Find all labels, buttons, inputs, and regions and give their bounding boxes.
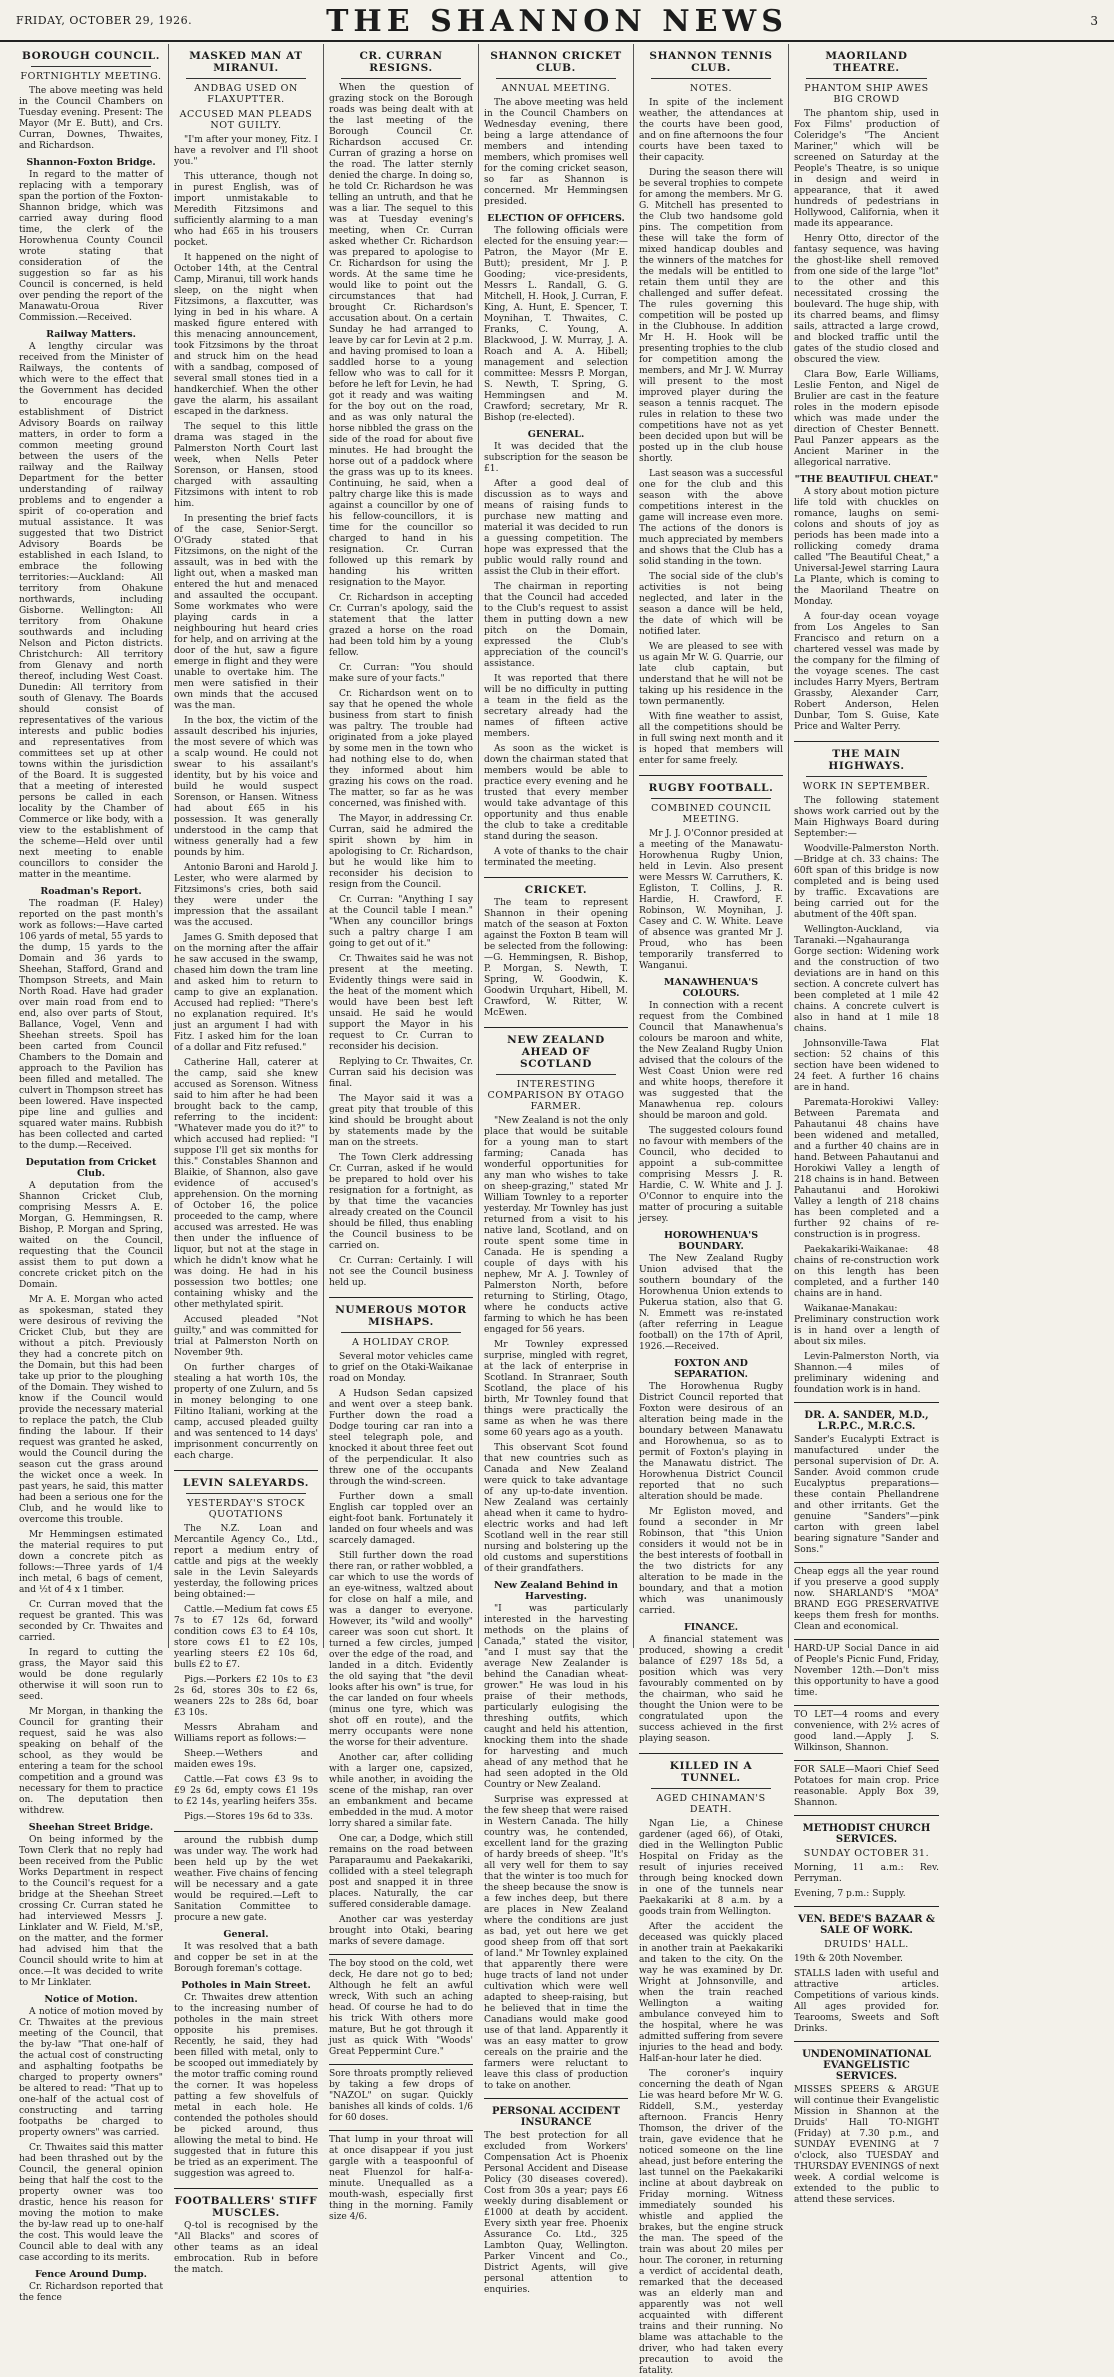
paragraph: Still further down the road there ran, or rather wobbled, a car which to use the words of an eye-witness, waltzed about for close on half a mile, and was a danger to everyone. However, its "wild and woolly" career was soon cut short. It turned a few circles, jumped over the edge of the road, and landed in a ditch. Evidently the old saying that "the devil looks after his own" is true, for the car landed on four wheels (minus one tyre, which was shot off en route), and the merry occupants were none the worse for their adventure.: [329, 1551, 473, 1748]
advert-box: [329, 2130, 473, 2223]
headline: THE MAIN HIGHWAYS.: [828, 748, 905, 772]
paragraph: A lengthy circular was received from the Minister of Railways, the contents of which were to the effect that the Government has decided to encourage the establishment of District Advisory Boards on railway matters, in order to form a common meeting ground between the users of the railway and the Railway Department for the better understanding of railway problems and to engender a spirit of co-operation and mutual assistance. It was suggested that two District Advisory Boards be established in each Island, to embrace the following territories:—Auckland: All territory from Ohakune northwards, including Gisborne. Wellington: All territory from Ohakune southwards and including Nelson and Picton districts. Christchurch: All territory from Glenavy and north thereof, including West Coast. Dunedin: All territory from south of Glenavy. The Boards should consist of representatives of the various interests and public bodies and representatives from committees set up at other towns within the jurisdiction of the Board. It is suggested that a meeting of interested persons be called in each locality by the Chamber of Commerce or like body, with a view to the establishment of the scheme—Held over until next meeting to enable councillors to consider the matter in the meantime.: [19, 342, 163, 880]
section-heading: Sheehan Street Bridge.: [28, 1822, 154, 1833]
subheadline: INTERESTING COMPARISON BY OTAGO FARMER.: [487, 1079, 625, 1112]
paragraph: It was reported that there will be no difficulty in putting a team in the field as the secretary already had the names of fifteen active members.: [484, 674, 628, 739]
paragraph: Cr. Curran: Certainly. I will not see the Council business held up.: [329, 1256, 473, 1288]
paragraph: Pigs.—Stores 19s 6d to 33s.: [184, 1812, 313, 1822]
advert-subheading: DRUIDS' HALL.: [824, 1939, 909, 1950]
subheadline: ANDBAG USED ON FLAXUPTTER.: [194, 83, 298, 105]
paragraph: The sequel to this little drama was staged in the Palmerston North Court last week, when Nells Peter Sorenson, or Hansen, stood charged with assaulting Fitzsimons with intent to rob him.: [174, 422, 318, 509]
advert-text: MISSES SPEERS & ARGUE will continue their Evangelistic Mission in Shannon at the Druids' Hall TO-NIGHT (Friday) at 7.30 p.m., and SUNDAY EVENING at 7 o'clock, also TUESDAY and THURSDAY EVENINGS of next week. A cordial welcome is extended to the public to attend these services.: [794, 2085, 939, 2205]
paragraph: Mr Egliston moved, and found a seconder in Mr Robinson, that "this Union considers it would not be in the best interests of football in the two districts for any alteration to be made in the boundary, and that a motion which was unanimously carried.: [639, 1507, 783, 1616]
subheadline: PHANTOM SHIP AWES BIG CROWD: [804, 83, 929, 105]
rule: [341, 78, 461, 79]
paragraph: The coroner's inquiry concerning the death of Ngan Lie was heard before Mr W. G. Riddell, S.M., yesterday afternoon. Francis Henry Thomson, the driver of the train, gave evidence that he noticed someone on the line ahead, just before entering the last tunnel on the Paekakariki incline at about daybreak on Friday morning. Witness immediately sounded his whistle and applied the brakes, but the engine struck the man. The speed of the train was about 20 miles per hour. The coroner, in returning a verdict of accidental death, remarked that the deceased was an elderly man and apparently was not well acquainted with different trains and their running. No blame was attachable to the driver, who had taken every precaution to avoid the fatality.: [639, 2069, 783, 2376]
advert-headline: UNDENOMINATIONAL EVANGELISTIC SERVICES.: [802, 2049, 931, 2082]
advert-text: TO LET—4 rooms and every convenience, with 2½ acres of good land.—Apply J. S. Wilkinson, Shannon.: [794, 1710, 939, 1753]
paragraph: The roadman (F. Haley) reported on the past month's work as follows:—Have carted 106 yards of metal, 55 yards to the dump, 15 yards to the Domain and 36 yards to Sheehan, Stafford, Grand and Thompson Streets, and Main North Road. Have had grader over main road from end to end, also over parts of Stout, Ballance, Vogel, Venn and Sheehan streets. Spoil has been carted from Council Chambers to the Domain and approach to the Pavilion has been filled and metalled. The culvert in Thompson street has been lowered. Have inspected pipe line and gullies and squared water mains. Rubbish has been collected and carted to the dump.—Received.: [19, 899, 163, 1151]
advert-box: [794, 2041, 939, 2206]
paragraph: A notice of motion moved by Cr. Thwaites at the previous meeting of the Council, that the by-law "That one-half of the actual cost of constructing and asphalting footpaths be charged to property owners" be altered to read: "That up to one-half of the actual cost of constructing and tarring footpaths be charged to property owners" was carried.: [19, 2007, 163, 2138]
divider: [484, 1027, 628, 1028]
rule: [806, 776, 927, 777]
headline: KILLED IN A TUNNEL.: [669, 1760, 753, 1784]
advert-box: [794, 1705, 939, 1754]
paragraph: In connection with a recent request from the Combined Council that Manawhenua's colours be maroon and white, the New Zealand Rugby Union advised that the colours of the West Coast Union were red and white hoops, therefore it was suggested that the Manawhenua rep. colours should be maroon and gold.: [639, 1001, 783, 1121]
paragraph: "I'm after your money, Fitz. I have a revolver and I'll shoot you.": [174, 135, 318, 167]
subheadline: YESTERDAY'S STOCK QUOTATIONS: [187, 1498, 305, 1520]
paragraph: Pigs.—Porkers £2 10s to £3 2s 6d, stores 30s to £2 6s, weaners 22s to 28s 6d, boar £3 10s.: [174, 1675, 318, 1718]
paragraph: The Mayor said it was a great pity that trouble of this kind should be brought about by statements made by the man on the streets.: [329, 1094, 473, 1148]
paragraph: Henry Otto, director of the fantasy sequence, was having the ghost-like shell removed from one side of the large "lot" to the other and this necessitated crossing the boulevard. The huge ship, with its charred beams, and flimsy sails, attracted a large crowd, and blocked traffic until the gates of the studio closed and obscured the view.: [794, 234, 939, 365]
paragraph: Cattle.—Medium fat cows £5 7s to £7 12s 6d, forward condition cows £3 to £4 10s, store cows £1 to £2 10s, yearling steers £2 10s 6d, bulls £2 to £7.: [174, 1605, 318, 1670]
section-heading: MANAWHENUA'S COLOURS.: [663, 977, 759, 999]
divider: [794, 741, 939, 742]
section-heading: FINANCE.: [683, 1622, 739, 1633]
headline: NUMEROUS MOTOR MISHAPS.: [335, 1304, 467, 1328]
paragraph: After the accident the deceased was quickly placed in another train at Paekakariki and taken to the city. On the way he was examined by Dr. Wright at Johnsonville, and when the train reached Wellington a waiting ambulance conveyed him to the hospital, where he was admitted suffering from severe injuries to the head and body. Half-an-hour later he died.: [639, 1922, 783, 2064]
divider: [639, 775, 783, 776]
subheadline: ACCUSED MAN PLEADS NOT GUILTY.: [179, 109, 313, 131]
paragraph: The N.Z. Loan and Mercantile Agency Co., Ltd., report a medium entry of cattle and pigs at the weekly sale in the Levin Saleyards yesterday, the following prices being obtained:—: [174, 1524, 318, 1600]
column-2: [169, 44, 324, 2275]
paragraph: The Town Clerk addressing Cr. Curran, asked if he would be prepared to hold over his resignation for a fortnight, as by that time the vacancies already created on the Council should be filled, thus enabling the Council business to be carried on.: [329, 1153, 473, 1251]
paragraph: A story about motion picture life told with chuckles on romance, laughs on semi-colons and shouts of joy as periods has been made into a rollicking comedy drama called "The Beautiful Cheat," a Universal-Jewel starring Laura La Plante, which is coming to the Maoriland Theatre on Monday.: [794, 487, 939, 607]
paragraph: In spite of the inclement weather, the attendances at the courts have been good, and on fine afternoons the four courts have been taxed to their capacity.: [639, 98, 783, 163]
advert-text: Sander's Eucalypti Extract is manufactured under the personal supervision of Dr. A. Sander. Avoid common crude Eucalyptus preparations—these contain Phellandrene and other irritants. Get the genuine "Sanders"—pink carton with green label bearing signature "Sander and Sons.": [794, 1435, 939, 1555]
headline: SHANNON CRICKET CLUB.: [490, 50, 622, 74]
paragraph: Clara Bow, Earle Williams, Leslie Fenton, and Nigel de Brulier are cast in the feature roles in the modern episode which was made under the direction of Chester Bennett. Paul Panzer appears as the Ancient Mariner in the allegorical narrative.: [794, 370, 939, 468]
paragraph: Paremata-Horokiwi Valley: Between Paremata and Pahautanui 48 chains have been widened and metalled, and a further 40 chains are in hand. Between Pahautanui and Horokiwi Valley a length of 218 chains is in hand. Between Pahautanui and Horokiwi Valley a length of 218 chains has been completed and a further 92 chains of re-construction is in progress.: [794, 1098, 939, 1240]
paragraph: In regard to cutting the grass, the Mayor said this would be done regularly otherwise it will soon run to seed.: [19, 1648, 163, 1702]
section-heading: Roadman's Report.: [40, 886, 142, 897]
section-heading: ELECTION OF OFFICERS.: [487, 213, 625, 224]
paragraph: Cr. Thwaites said he was not present at the meeting. Evidently things were said in the heat of the moment which would have been best left unsaid. He said he would support the Mayor in his request to Cr. Curran to reconsider his decision.: [329, 954, 473, 1052]
paragraph: Cr. Curran: "You should make sure of your facts.": [329, 663, 473, 684]
advert-box: [794, 1906, 939, 2035]
paragraph: On further charges of stealing a hat worth 10s, the property of one Zulurn, and 5s in money belonging to one Filtino Italiani, working at the camp, accused pleaded guilty and was sentenced to 14 days' imprisonment concurrently on each charge.: [174, 1363, 318, 1461]
advert-box: [794, 1760, 939, 1809]
paragraph: We are pleased to see with us again Mr W. G. Quarrie, our late club captain, but understand that he will not be taking up his residence in the town permanently.: [639, 642, 783, 707]
section-heading: FOXTON AND SEPARATION.: [674, 1358, 748, 1380]
paragraph: Another car was yesterday brought into Otaki, bearing marks of severe damage.: [329, 1915, 473, 1947]
paragraph: During the season there will be several trophies to compete for among the members. Mr G. G. Mitchell has presented to the Club two handsome gold pins. The competition from these will take the form of mixed handicap doubles and the winners of the matches for the medals will be entitled to retain them until they are challenged and suffer defeat. The rules governing this competition will be posted up in the Clubhouse. In addition Mr H. H. Hook will be presenting trophies to the club for competition among the members, and Mr J. W. Murray will present to the most improved player during the season a tennis racquet. The rules in relation to these two competitions have not as yet been decided upon but will be posted up in the club house shortly.: [639, 168, 783, 464]
divider: [329, 1297, 473, 1298]
paragraph: Wellington-Auckland, via Taranaki.—Ngahauranga Gorge section: Widening work and the construction of two deviations are in hand on this section. A concrete culvert has been completed at 1 mile 42 chains. A concrete culvert is also in hand at 1 mile 18 chains.: [794, 925, 939, 1034]
paragraph: Replying to Cr. Thwaites, Cr. Curran said his decision was final.: [329, 1057, 473, 1089]
advert-text: Morning, 11 a.m.: Rev. Perryman.: [794, 1863, 939, 1884]
paragraph: A four-day ocean voyage from Los Angeles to San Francisco and return on a chartered vessel was made by the company for the filming of the voyage scenes. The cast includes Harry Myers, Bertram Grassby, Alexander Carr, Robert Anderson, Helen Dunbar, Tom S. Guise, Kate Price and Walter Perry.: [794, 612, 939, 732]
column-5: [634, 44, 789, 2376]
subheadline: NOTES.: [689, 83, 733, 94]
paragraph: Mr J. J. O'Connor presided at a meeting of the Manawatu-Horowhenua Rugby Union, held in Levin. Also present were Messrs W. Carruthers, K. Egliston, T. Collins, J. R. Hardie, H. Crawford, F. Robinson, W. Moynihan, J. Casey and C. W. White. Leave of absence was granted Mr J. Proud, who has been temporarily transferred to Wanganui.: [639, 829, 783, 971]
section-heading: GENERAL.: [527, 429, 585, 440]
section-heading: "THE BEAUTIFUL CHEAT.": [794, 474, 939, 485]
paragraph: "New Zealand is not the only place that would be suitable for a young man to start farming; Canada has wonderful opportunities for any man who wishes to take on sheep-grazing," stated Mr William Townley to a reporter yesterday. Mr Townley has just returned from a visit to his native land, Scotland, and on route spent some time in Canada. He is spending a couple of days with his nephew, Mr A. J. Townley of Palmerston North, before returning to Stirling, Otago, where he conducts active farming to which he has been engaged for 56 years.: [484, 1116, 628, 1335]
paragraph: Cr. Curran: "Anything I say at the Council table I mean." "When any councillor brings such a paltry charge I am going to get out of it.": [329, 895, 473, 949]
paragraph: The Horowhenua Rugby District Council reported that Foxton were desirous of an alteration being made in the boundary between Manawatu and Horowhenua, so as to permit of Foxton's playing in the Manawatu district. The Horowhenua District Council reported that no such alteration should be made.: [639, 1382, 783, 1502]
paragraph: Ngan Lie, a Chinese gardener (aged 66), of Otaki, died in the Wellington Public Hospital on Friday as the result of injuries received through being knocked down in one of the tunnels near Paekakariki at 8 a.m. by a goods train from Wellington.: [639, 1819, 783, 1917]
paragraph: "I was particularly interested in the harvesting methods on the plains of Canada," stated the visitor, "and I must say that the average New Zealander is behind the Canadian wheat-grower." He was loud in his praise of their methods, particularly eulogising the threshing outfits, which caught and held his attention, knocking them into the shade for harvesting and much ahead of any method that he had seen adopted in the Old Country or New Zealand.: [484, 1604, 628, 1790]
advert-text: 19th & 20th November.: [794, 1954, 903, 1964]
section-heading: Railway Matters.: [46, 329, 136, 340]
headline: RUGBY FOOTBALL.: [648, 782, 774, 794]
paragraph: With fine weather to assist, all the competitions should be in full swing next month and it is hoped that members will enter for same freely.: [639, 712, 783, 766]
paragraph: Sheep.—Wethers and maiden ewes 19s.: [174, 1749, 318, 1770]
paragraph: The team to represent Shannon in their opening match of the season at Foxton against the Foxton B team will be selected from the following:—G. Hemmingsen, R. Bishop, P. Morgan, S. Newth, T. Spring, W. Goodwin, K. Goodwin Urquhart, Hibell, M. Crawford, W. Ritter, W. McEwen.: [484, 898, 628, 1018]
paragraph: In regard to the matter of replacing with a temporary span the portion of the Foxton-Shannon bridge, which was carried away during flood time, the clerk of the Horowhenua County Council wrote stating that consideration of the suggestion so far as his Council is concerned, is held over pending the report of the Manawatu-Oroua River Commission.—Received.: [19, 170, 163, 323]
paragraph: Woodville-Palmerston North.—Bridge at ch. 33 chains: The 60ft span of this bridge is now completed and is being used by traffic. Excavations are being carried out for the abutment of the 40ft span.: [794, 844, 939, 920]
headline: LEVIN SALEYARDS.: [182, 1477, 310, 1489]
paragraph: Cr. Richardson in accepting Cr. Curran's apology, said the statement that the latter grazed a horse on the road had been told him by a young fellow.: [329, 593, 473, 658]
rule: [496, 78, 616, 79]
subheadline: ANNUAL MEETING.: [501, 83, 611, 94]
paragraph: The above meeting was held in the Council Chambers on Tuesday evening. Present: The Mayor (Mr E. Butt), and Crs. Curran, Downes, Thwaites, and Richardson.: [19, 86, 163, 151]
advert-headline: PERSONAL ACCIDENT INSURANCE: [491, 2106, 621, 2128]
advert-box: [794, 1562, 939, 1633]
paragraph: The suggested colours found no favour with members of the Council, who decided to appoint a sub-committee comprising Messrs J. R. Hardie, C. W. White and J. J. O'Connor to enquire into the matter of procuring a suitable jersey.: [639, 1126, 783, 1224]
paragraph: Catherine Hall, caterer at the camp, said she knew accused as Sorenson. Witness said to him after he had been brought back to the camp, referring to the incident: "Whatever made you do it?" to which accused had replied: "I suppose I'll get six months for this." Constables Shannon and Blaikie, of Shannon, also gave evidence of accused's apprehension. On the morning of October 16, the police proceeded to the camp, where accused was arrested. He was then under the influence of liquor, but not at the stage in which he didn't know what he was doing. He had in his possession two bottles; one containing whisky and the other methylated spirit.: [174, 1058, 318, 1310]
advert-box: [794, 1402, 939, 1556]
paragraph: Cr. Thwaites drew attention to the increasing number of potholes in the main street opposite his premises. Recently, he said, they had been filled with metal, only to be scooped out immediately by the motor traffic coming round the corner. It was hopeless patting a few shovelfuls of metal in each hole. He contended the potholes should be picked around, thus allowing the metal to bind. He suggested that in future this be tried as an experiment. The suggestion was agreed to.: [174, 1993, 318, 2179]
advert-text: HARD-UP Social Dance in aid of People's Picnic Fund, Friday, November 12th.—Don't miss this opportunity to have a good time.: [794, 1644, 939, 1698]
headline: CR. CURRAN RESIGNS.: [359, 50, 443, 74]
advert-text: Q-tol is recognised by the "All Blacks" and scores of other teams as an ideal embrocation. Rub in before the match.: [174, 2221, 318, 2275]
rule: [651, 78, 771, 79]
paragraph: Antonio Baroni and Harold J. Lester, who were alarmed by Fitzsimons's cries, both said they were under the impression that the assailant was the accused.: [174, 863, 318, 928]
advert-text: Sore throats promptly relieved by taking a few drops of "NAZOL" on sugar. Quickly banishes all kinds of colds. 1/6 for 60 doses.: [329, 2069, 473, 2123]
paragraph: It happened on the night of October 14th, at the Central Camp, Miranui, till work hands sleep, on the night when Fitzsimons, a flaxcutter, was lying in bed in his whare. A masked figure entered with this menacing announcement, took Fitzsimons by the throat and struck him on the head with a sandbag, composed of several small stones tied in a handkerchief. When the other gave the alarm, his assailant escaped in the darkness.: [174, 253, 318, 417]
advert-text: Evening, 7 p.m.: Supply.: [794, 1889, 906, 1899]
advert-text: FOR SALE—Maori Chief Seed Potatoes for main crop. Price reasonable. Apply Box 39, Shannon.: [794, 1765, 939, 1808]
advert-headline: VEN. BEDE'S BAZAAR & SALE OF WORK.: [798, 1914, 935, 1936]
paragraph: The phantom ship, used in Fox Films' production of Coleridge's "The Ancient Mariner," which will be screened on Saturday at the People's Theatre, is so unique in design and weird in appearance, that it awed hundreds of pedestrians in Hollywood, California, when it made its appearance.: [794, 109, 939, 229]
masthead: [0, 0, 1114, 42]
paragraph: James G. Smith deposed that on the morning after the affair he saw accused in the swamp, chased him down the tram line and asked him to return to camp to give an explanation. Accused had replied: "There's no explanation required. It's just an argument I had with Fitz. I asked him for the loan of a dollar and Fitz refused.": [174, 933, 318, 1053]
section-heading: General.: [223, 1929, 269, 1940]
section-heading: Shannon-Foxton Bridge.: [26, 157, 156, 168]
paragraph: The above meeting was held in the Council Chambers on Wednesday evening, there being a large attendance of members and intending members, which promises well for the coming cricket season, so far as Shannon is concerned. Mr Hemmingsen presided.: [484, 98, 628, 207]
paragraph: Surprise was expressed at the few sheep that were raised in Western Canada. The hilly country was, he contended, excellent land for the grazing of hardy breeds of sheep. "It's all very well for them to say that the winter is too much for the sheep because the snow is a few inches deep, but there are places in New Zealand where the conditions are just as bad, yet out here we get good sheep from off that sort of land." Mr Townley explained that apparently there were huge tracts of land not under cultivation which were well adapted to sheep-raising, but he believed that in time the Canadians would make good use of that land. Apparently it was an easy matter to grow cereals on the prairie and the farmers were reluctant to leave this class of production to take on another.: [484, 1795, 628, 2091]
section-heading: Fence Around Dump.: [35, 2269, 147, 2280]
page-columns: [14, 44, 1100, 2376]
newspaper-title: THE SHANNON NEWS: [326, 4, 788, 39]
paragraph: Mr Hemmingsen estimated the material requires to put down a concrete pitch as follows:—Three yards of 1/4 inch metal, 6 bags of cement, and ½t of 4 x 1 timber.: [19, 1530, 163, 1595]
paragraph: In presenting the brief facts of the case, Senior-Sergt. O'Grady stated that Fitzsimons, on the night of the assault, was in bed with the light out, when a masked man entered the hut and menaced and assaulted the occupant. Some workmates who were playing cards in a neighbouring hut heard cries for help, and on arriving at the door of the hut, saw a figure emerge in flight and they were unable to overtake him. The men were satisfied in their own minds that the accused was the man.: [174, 514, 318, 711]
paragraph: The New Zealand Rugby Union advised that the southern boundary of the Horowhenua Union extends to Pukerua station, also that G. N. Emmett was re-instated (after referring in League football) on the 17th of April, 1926.—Received.: [639, 1254, 783, 1352]
paragraph: The following officials were elected for the ensuing year:—Patron, the Mayor (Mr E. Butt); president, Mr J. P. Gooding; vice-presidents, Messrs L. Randall, G. G. Mitchell, H. Hook, J. Curran, F. King, A. Hunt, E. Spencer, T. Moynihan, T. Thwaites, C. Franks, C. Young, A. Blackwood, J. W. Murray, J. A. Roach and A. A. Hibell; management and selection committee: Messrs P. Morgan, S. Newth, T. Spring, G. Hemmingsen and M. Crawford; secretary, Mr R. Bishop (re-elected).: [484, 226, 628, 423]
paragraph: On being informed by the Town Clerk that no reply had been received from the Public Works Department in respect to the Council's request for a bridge at the Sheehan Street crossing Cr. Curran stated he had interviewed Messrs J. Linklater and W. Field, M.'sP., on the matter, and the former had advised him that the Council should write to him at once.—It was decided to write to Mr Linklater.: [19, 1835, 163, 1988]
page-number: 3: [1090, 14, 1098, 28]
paragraph: Waikanae-Manakau: Preliminary construction work is in hand over a length of about six miles.: [794, 1304, 939, 1347]
divider: [174, 1831, 318, 1832]
advert-text: Cheap eggs all the year round if you preserve a good supply now. SHARLAND'S "MOA" BRAND EGG PRESERVATIVE keeps them fresh for months. Clean and economical.: [794, 1567, 939, 1632]
paragraph: A deputation from the Shannon Cricket Club, comprising Messrs A. E. Morgan, G. Hemmingsen, R. Bishop, P. Morgan and Spring, waited on the Council, requesting that the Council assist them to put down a concrete cricket pitch on the Domain.: [19, 1181, 163, 1290]
paragraph: When the question of grazing stock on the Borough roads was being dealt with at the last meeting of the Borough Council Cr. Richardson accused Cr. Curran of grazing a horse on the road. The latter sternly denied the charge. In doing so, he told Cr. Richardson he was telling an untruth, and that he was a liar. The sequel to this was at Tuesday evening's meeting, when Cr. Curran asked whether Cr. Richardson was prepared to apologise to Cr. Richardson for using the words. At the same time he would like to point out the circumstances that had brought Cr. Richardson's accusation about. On a certain Sunday he had arranged to leave by car for Levin at 2 p.m. and having promised to loan a saddled horse to a young fellow who was to call for it before he left for Levin, he had got it ready and was waiting for the boy out on the road, and as was only natural the horse nibbled the grass on the side of the road for about five minutes. He had brought the horse out of a paddock where the grass was up to its knees. Continuing, he said, when a paltry charge like this is made against a councillor by one of his fellow-councillors, it is time for the councillor so charged to hand in his resignation. Cr. Curran followed up this remark by handing his written resignation to the Mayor.: [329, 83, 473, 588]
column-1: [14, 44, 169, 2303]
advert-headline: DR. A. SANDER, M.D., L.R.P.C., M.R.C.S.: [804, 1410, 929, 1432]
headline: CRICKET.: [524, 884, 588, 896]
paragraph: Mr Morgan, in thanking the Council for granting their request, said he was also speaking on behalf of the school, as they would be entering a team for the school competition and a ground was necessary for them to practice on. The deputation then withdrew.: [19, 1707, 163, 1816]
column-6: [789, 44, 944, 2205]
advert-headline: METHODIST CHURCH SERVICES.: [802, 1823, 931, 1845]
paragraph: This utterance, though not in purest English, was of import unmistakable to Meredith Fitzsimons and sufficiently alarming to a man who had £65 in his trousers pocket.: [174, 172, 318, 248]
advert-box: [329, 1954, 473, 2058]
issue-date: FRIDAY, OCTOBER 29, 1926.: [16, 14, 193, 27]
subheadline: FORTNIGHTLY MEETING.: [20, 71, 162, 82]
paragraph: After a good deal of discussion as to ways and means of raising funds to purchase new matting and material it was decided to run a guessing competition. The hope was expressed that the public would rally round and assist the Club in their effort.: [484, 479, 628, 577]
paragraph: Another car, after colliding with a larger one, capsized, while another, in avoiding the scene of the mishap, ran over an embankment and became embedded in the mud. A motor lorry shared a similar fate.: [329, 1753, 473, 1829]
divider: [484, 877, 628, 878]
advert-text: STALLS laden with useful and attractive articles. Competitions of various kinds. All ages provided for. Tearooms, Sweets and Soft Drinks.: [794, 1969, 939, 2034]
advert-box: [484, 2098, 628, 2296]
paragraph: The chairman in reporting that the Council had acceded to the Club's request to assist them in putting down a new pitch on the Domain, expressed the Club's appreciation of the council's assistance.: [484, 582, 628, 669]
advert-text: The best protection for all excluded from Workers' Compensation Act is Phoenix Personal Accident and Disease Policy (30 diseases covered). Cost from 30s a year; pays £6 weekly during disablement or £1000 at death by accident. Every sixth year free. Phoenix Assurance Co. Ltd., 325 Lambton Quay, Wellington. Parker Vincent and Co., District Agents, will give personal attention to enquiries.: [484, 2131, 628, 2295]
paragraph: Cr. Thwaites said this matter had been thrashed out by the Council, the general opinion being that half the cost to the property owner was too drastic, hence his reason for moving the motion to make the by-law read up to one-half the cost. This would leave the Council able to deal with any case according to its merits.: [19, 2143, 163, 2263]
paragraph: Messrs Abraham and Williams report as follows:—: [174, 1723, 318, 1744]
paragraph: A vote of thanks to the chair terminated the meeting.: [484, 847, 628, 868]
paragraph: The Mayor, in addressing Cr. Curran, said he admired the spirit shown by him in apologising to Cr. Richardson, but he would like him to reconsider his decision to resign from the Council.: [329, 814, 473, 890]
divider: [174, 2188, 318, 2189]
divider: [174, 1470, 318, 1471]
rule: [806, 78, 927, 79]
advert-text: The boy stood on the cold, wet deck, He dare not go to bed; Although he felt an awful wreck, With such an aching head. Of course he had to do his trick With others more mature, But he got through it just as quick With "Woods' Great Peppermint Cure.": [329, 1959, 473, 2057]
paragraph: Johnsonville-Tawa Flat section: 52 chains of this section have been widened to 24 feet. A further 16 chains are in hand.: [794, 1039, 939, 1093]
paragraph: A financial statement was produced, showing a credit balance of £297 18s 5d, a position which was very favourably commented on by the chairman, who said he thought the Union were to be congratulated upon the success achieved in the first playing season.: [639, 1635, 783, 1744]
paragraph: Several motor vehicles came to grief on the Otaki-Waikanae road on Monday.: [329, 1352, 473, 1384]
column-4: [479, 44, 634, 2295]
rule: [496, 1074, 616, 1075]
advert-text: That lump in your throat will at once disappear if you just gargle with a teaspoonful of neat Fluenzol for half-a-minute. Unequalled as a mouth-wash, especially first thing in the morning. Family size 4/6.: [329, 2135, 473, 2222]
headline: MAORILAND THEATRE.: [825, 50, 908, 74]
paragraph: As soon as the wicket is down the chairman stated that members would be able to practice every evening and he trusted that every member would take advantage of this opportunity and thus enable the club to take a creditable stand during the season.: [484, 744, 628, 842]
subheadline: COMBINED COUNCIL MEETING.: [651, 803, 771, 825]
subheadline: A HOLIDAY CROP.: [351, 1337, 451, 1348]
headline: MASKED MAN AT MIRANUI.: [189, 50, 303, 74]
paragraph: Further down a small English car toppled over an eight-foot bank. Fortunately it landed on four wheels and was scarcely damaged.: [329, 1492, 473, 1546]
paragraph: Levin-Palmerston North, via Shannon.—4 miles of preliminary widening and foundation work is in hand.: [794, 1352, 939, 1395]
section-heading: Potholes in Main Street.: [181, 1980, 311, 1991]
paragraph: Mr Townley expressed surprise, mingled with regret, at the lack of enterprise in Scotland. In Stranraer, South Scotland, the place of his birth, Mr Townley found that things were practically the same as when he was there some 60 years ago as a youth.: [484, 1340, 628, 1438]
paragraph: It was decided that the subscription for the season be £1.: [484, 442, 628, 474]
paragraph: A Hudson Sedan capsized and went over a steep bank. Further down the road a Dodge touring car ran into a steel telegraph pole, and knocked it about three feet out of the perpendicular. It also threw one of the occupants through the wind-screen.: [329, 1389, 473, 1487]
section-heading: Deputation from Cricket Club.: [25, 1157, 157, 1179]
paragraph: This observant Scot found that new countries such as Canada and New Zealand were quick to take advantage of any up-to-date invention. New Zealand was certainly ahead when it came to hydro-electric works and had left Scotland well in the rear still nursing and bolstering up the old customs and superstitions of their grandfathers.: [484, 1443, 628, 1574]
section-heading: New Zealand Behind in Harvesting.: [494, 1580, 618, 1602]
paragraph: It was resolved that a bath and copper be set in at the Borough foreman's cottage.: [174, 1942, 318, 1974]
paragraph: One car, a Dodge, which still remains on the road between Paraparaumu and Paekakariki, collided with a steel telegraph post and snapped it in three places. Naturally, the car suffered considerable damage.: [329, 1834, 473, 1910]
paragraph: The following statement shows work carried out by the Main Highways Board during September:—: [794, 796, 939, 839]
paragraph: Last season was a successful one for the club and this season with the above competitions interest in the game will increase even more. The actions of the donors is much appreciated by members and shows that the Club has a solid standing in the town.: [639, 469, 783, 567]
subheadline: AGED CHINAMAN'S DEATH.: [656, 1793, 766, 1815]
paragraph: Cr. Curran moved that the request be granted. This was seconded by Cr. Thwaites and carried.: [19, 1600, 163, 1643]
rule: [186, 78, 306, 79]
rule: [341, 1332, 461, 1333]
divider: [639, 1753, 783, 1754]
paragraph: Accused pleaded "Not guilty," and was committed for trial at Palmerston North on November 9th.: [174, 1315, 318, 1358]
paragraph: In the box, the victim of the assault described his injuries, the most severe of which was a scalp wound. He could not swear to his assailant's identity, but by his voice and build he would suspect Sorenson, or Hansen. Witness had about £65 in his possession. It was generally understood in the camp that witness generally had a few pounds by him.: [174, 716, 318, 858]
section-heading: Notice of Motion.: [44, 1994, 138, 2005]
subheadline: WORK IN SEPTEMBER.: [802, 781, 931, 792]
advert-box: [794, 1815, 939, 1900]
paragraph: Mr A. E. Morgan who acted as spokesman, stated they were desirous of reviving the Cricket Club, but they are without a pitch. Previously they had a concrete pitch on the Domain, but this had been take up prior to the ploughing of the Domain. They wished to know if the Council would provide the necessary material to replace the patch, the Club finding the labour. If their request was granted he asked, would the Council during the season cut the grass around the wicket once a week. In past years, he said, this matter had been a serious one for the Club, and he would like to overcome this trouble.: [19, 1295, 163, 1525]
section-heading: HOROWHENUA'S BOUNDARY.: [663, 1230, 759, 1252]
column-3: [324, 44, 479, 2222]
paragraph: Cr. Richardson went on to say that he opened the whole business from start to finish was paltry. The trouble had originated from a joke played by some men in the town who had nothing else to do, when they informed about him grazing his cows on the road. The matter, so far as he was concerned, was finished with.: [329, 689, 473, 809]
advert-box: [329, 2064, 473, 2124]
paragraph: The social side of the club's activities is not being neglected, and later in the season a dance will be held, the date of which will be notified later.: [639, 572, 783, 637]
advert-subheading: SUNDAY OCTOBER 31.: [803, 1848, 930, 1859]
rule: [651, 1788, 771, 1789]
paragraph: Paekakariki-Waikanae: 48 chains of re-construction work on this length has been completed, and a further 140 chains are in hand.: [794, 1245, 939, 1299]
paragraph: around the rubbish dump was under way. The work had been held up by the wet weather. Five chains of fencing will be necessary and a gate would be required.—Left to Sanitation Committee to procure a new gate.: [174, 1836, 318, 1923]
advert-headline: FOOTBALLERS' STIFF MUSCLES.: [174, 2195, 318, 2219]
headline: SHANNON TENNIS CLUB.: [649, 50, 773, 74]
rule: [31, 66, 151, 67]
paragraph: Cr. Richardson reported that the fence: [19, 2282, 163, 2303]
advert-box: [794, 1639, 939, 1699]
rule: [186, 1493, 306, 1494]
headline: BOROUGH COUNCIL.: [22, 50, 160, 62]
rule: [651, 798, 771, 799]
paragraph: Cattle.—Fat cows £3 9s to £9 2s 6d, empty cows £1 19s to £2 14s, yearling heifers 35s.: [174, 1775, 318, 1807]
headline: NEW ZEALAND AHEAD OF SCOTLAND: [507, 1034, 605, 1070]
